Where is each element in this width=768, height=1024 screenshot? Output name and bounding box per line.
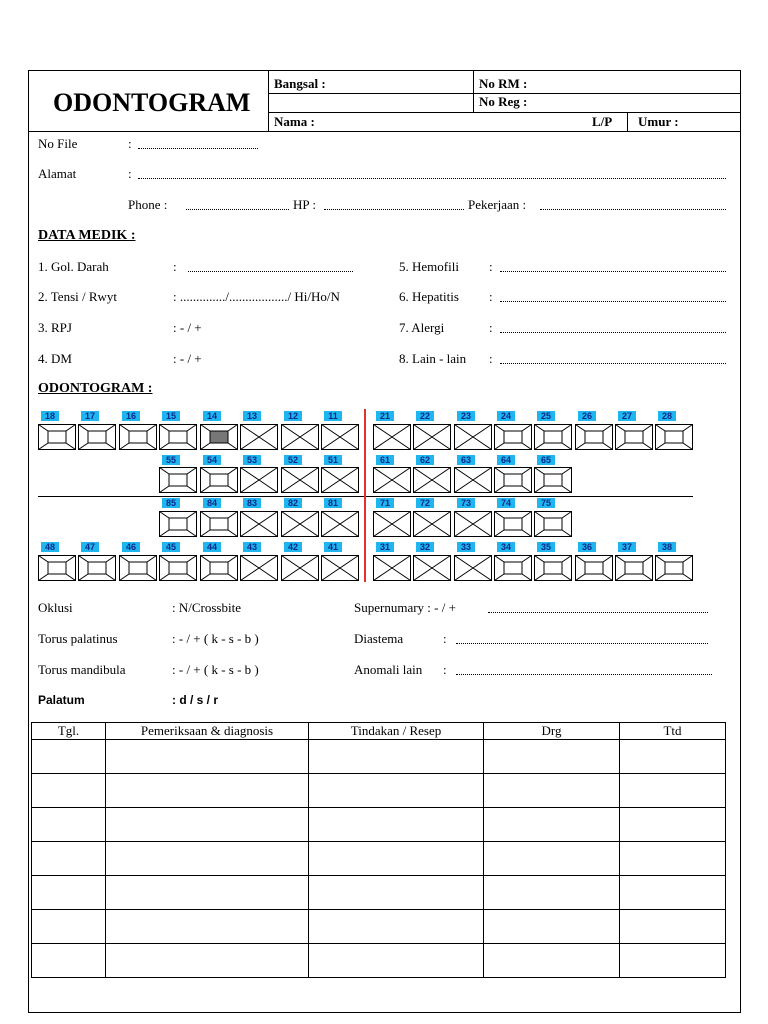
no-rm-label: No RM : [479,76,528,91]
tooth-62[interactable] [413,467,451,493]
odontogram-heading: ODONTOGRAM : [38,381,153,396]
tooth-number-35: 35 [537,542,555,552]
table-cell[interactable] [620,910,726,944]
table-cell[interactable] [106,910,309,944]
tooth-55[interactable] [159,467,197,493]
tooth-32[interactable] [413,555,451,581]
col-drg: Drg [484,723,620,740]
tooth-number-18: 18 [41,411,59,421]
tooth-number-33: 33 [457,542,475,552]
tooth-34[interactable] [494,555,532,581]
table-cell[interactable] [106,876,309,910]
table-cell[interactable] [32,944,106,978]
table-cell[interactable] [620,944,726,978]
table-cell[interactable] [484,876,620,910]
tooth-43[interactable] [240,555,278,581]
tooth-number-31: 31 [376,542,394,552]
tooth-42[interactable] [281,555,319,581]
torus-palatinus-label: Torus palatinus [38,631,118,646]
dm-label: 4. DM [38,351,72,366]
table-row [32,808,726,842]
gol-darah-label: 1. Gol. Darah [38,259,109,274]
tooth-14[interactable] [200,424,238,450]
tooth-63[interactable] [454,467,492,493]
tooth-48[interactable] [38,555,76,581]
no-reg-label: No Reg : [479,94,528,109]
hepatitis-label: 6. Hepatitis [399,289,459,304]
alamat-field[interactable] [138,170,726,179]
tooth-number-27: 27 [618,411,636,421]
table-cell[interactable] [106,740,309,774]
tooth-number-54: 54 [203,455,221,465]
table-cell[interactable] [106,774,309,808]
col-pemeriksaan: Pemeriksaan & diagnosis [106,723,309,740]
tooth-26[interactable] [575,424,613,450]
data-medik-heading: DATA MEDIK : [38,228,136,243]
alamat-colon: : [128,166,132,181]
table-row [32,774,726,808]
tooth-44[interactable] [200,555,238,581]
hp-field[interactable] [324,201,464,210]
col-ttd: Ttd [620,723,726,740]
phone-field[interactable] [186,201,289,210]
tooth-81[interactable] [321,511,359,537]
tensi-value[interactable]: : ............../................../ Hi/Ho/N [173,289,340,304]
tooth-85[interactable] [159,511,197,537]
tooth-number-53: 53 [243,455,261,465]
tooth-47[interactable] [78,555,116,581]
diastema-label: Diastema [354,631,404,646]
tooth-number-34: 34 [497,542,515,552]
tooth-number-26: 26 [578,411,596,421]
table-cell[interactable] [32,910,106,944]
tooth-13[interactable] [240,424,278,450]
tooth-35[interactable] [534,555,572,581]
table-cell[interactable] [106,944,309,978]
tooth-number-48: 48 [41,542,59,552]
tooth-74[interactable] [494,511,532,537]
anomali-label: Anomali lain [354,662,423,677]
header-divider-3 [627,112,628,131]
table-cell[interactable] [106,842,309,876]
tooth-37[interactable] [615,555,653,581]
tooth-38[interactable] [655,555,693,581]
table-cell[interactable] [309,774,484,808]
tooth-number-74: 74 [497,498,515,508]
diastema-field[interactable] [456,635,708,644]
tooth-number-24: 24 [497,411,515,421]
lain-colon: : [489,351,493,366]
torus-palatinus-value[interactable]: : - / + ( k - s - b ) [172,631,259,646]
tooth-73[interactable] [454,511,492,537]
form-title: ODONTOGRAM [53,88,251,117]
supernumary-field[interactable] [488,604,708,613]
tooth-22[interactable] [413,424,451,450]
table-row [32,740,726,774]
table-row [32,910,726,944]
tooth-number-12: 12 [284,411,302,421]
hemofili-label: 5. Hemofili [399,259,459,274]
table-cell[interactable] [484,944,620,978]
hemofili-colon: : [489,259,493,274]
hepatitis-colon: : [489,289,493,304]
tooth-number-25: 25 [537,411,555,421]
table-cell[interactable] [620,842,726,876]
tooth-number-36: 36 [578,542,596,552]
pekerjaan-field[interactable] [540,201,726,210]
tooth-25[interactable] [534,424,572,450]
tooth-number-72: 72 [416,498,434,508]
tooth-number-43: 43 [243,542,261,552]
tooth-number-75: 75 [537,498,555,508]
tooth-21[interactable] [373,424,411,450]
tooth-number-84: 84 [203,498,221,508]
table-row [32,944,726,978]
tooth-24[interactable] [494,424,532,450]
table-row [32,842,726,876]
tooth-number-52: 52 [284,455,302,465]
nama-label: Nama : [274,114,315,129]
tooth-31[interactable] [373,555,411,581]
tooth-82[interactable] [281,511,319,537]
tooth-45[interactable] [159,555,197,581]
tooth-41[interactable] [321,555,359,581]
alergi-field[interactable] [500,324,726,333]
lain-field[interactable] [500,355,726,364]
tooth-64[interactable] [494,467,532,493]
no-file-label: No File [38,136,78,151]
tooth-51[interactable] [321,467,359,493]
umur-label: Umur : [638,114,679,129]
lain-label: 8. Lain - lain [399,351,467,366]
tooth-number-45: 45 [162,542,180,552]
no-file-field[interactable] [138,140,258,149]
tooth-number-16: 16 [122,411,140,421]
tooth-23[interactable] [454,424,492,450]
table-cell[interactable] [32,774,106,808]
palatum-label: Palatum [38,693,85,707]
tooth-number-73: 73 [457,498,475,508]
tooth-number-14: 14 [203,411,221,421]
tooth-71[interactable] [373,511,411,537]
table-cell[interactable] [620,740,726,774]
tooth-number-11: 11 [324,411,342,421]
treatment-table [31,722,726,978]
hemofili-field[interactable] [500,263,726,272]
tooth-75[interactable] [534,511,572,537]
tooth-33[interactable] [454,555,492,581]
table-cell[interactable] [106,808,309,842]
tooth-18[interactable] [38,424,76,450]
table-cell[interactable] [484,774,620,808]
tooth-53[interactable] [240,467,278,493]
tooth-84[interactable] [200,511,238,537]
hepatitis-field[interactable] [500,293,726,302]
tooth-28[interactable] [655,424,693,450]
tooth-number-32: 32 [416,542,434,552]
tooth-16[interactable] [119,424,157,450]
table-cell[interactable] [309,910,484,944]
oklusi-label: Oklusi [38,600,73,615]
tooth-54[interactable] [200,467,238,493]
table-cell[interactable] [32,740,106,774]
dm-value[interactable]: : - / + [173,351,202,366]
tooth-52[interactable] [281,467,319,493]
tooth-number-63: 63 [457,455,475,465]
tooth-number-47: 47 [81,542,99,552]
tooth-number-17: 17 [81,411,99,421]
tooth-number-21: 21 [376,411,394,421]
table-cell[interactable] [32,876,106,910]
torus-mandibula-value[interactable]: : - / + ( k - s - b ) [172,662,259,677]
tensi-label: 2. Tensi / Rwyt [38,289,118,304]
header-divider-1 [268,70,269,131]
table-cell[interactable] [620,774,726,808]
table-cell[interactable] [309,944,484,978]
tooth-36[interactable] [575,555,613,581]
tooth-11[interactable] [321,424,359,450]
tooth-number-37: 37 [618,542,636,552]
tooth-61[interactable] [373,467,411,493]
gol-darah-field[interactable] [188,263,353,272]
tooth-17[interactable] [78,424,116,450]
rpj-value[interactable]: : - / + [173,320,202,335]
table-cell[interactable] [484,808,620,842]
supernumary-label: Supernumary : - / + [354,600,456,615]
tooth-number-61: 61 [376,455,394,465]
torus-mandibula-label: Torus mandibula [38,662,126,677]
table-cell[interactable] [32,808,106,842]
hp-label: HP : [293,197,316,212]
tooth-number-22: 22 [416,411,434,421]
table-cell[interactable] [309,842,484,876]
tooth-number-41: 41 [324,542,342,552]
tooth-15[interactable] [159,424,197,450]
pekerjaan-label: Pekerjaan : [468,197,527,212]
header-line-nama [268,112,741,113]
anomali-field[interactable] [456,666,712,675]
tooth-46[interactable] [119,555,157,581]
table-cell[interactable] [309,876,484,910]
header-divider-2 [473,70,474,112]
tooth-number-71: 71 [376,498,394,508]
tooth-number-23: 23 [457,411,475,421]
table-row [32,876,726,910]
bangsal-label: Bangsal : [274,76,326,91]
tooth-number-38: 38 [658,542,676,552]
tooth-number-28: 28 [658,411,676,421]
tooth-number-64: 64 [497,455,515,465]
tooth-number-55: 55 [162,455,180,465]
table-cell[interactable] [484,842,620,876]
header-line-bangsal [268,93,473,94]
table-cell[interactable] [32,842,106,876]
alergi-colon: : [489,320,493,335]
tooth-number-15: 15 [162,411,180,421]
tooth-number-85: 85 [162,498,180,508]
header-bottom-line [28,131,741,132]
tooth-number-51: 51 [324,455,342,465]
tooth-number-42: 42 [284,542,302,552]
col-tgl: Tgl. [32,723,106,740]
alergi-label: 7. Alergi [399,320,445,335]
tooth-12[interactable] [281,424,319,450]
tooth-27[interactable] [615,424,653,450]
table-cell[interactable] [484,910,620,944]
alamat-label: Alamat [38,166,77,181]
tooth-number-82: 82 [284,498,302,508]
table-header-row [32,723,726,740]
tooth-72[interactable] [413,511,451,537]
table-cell[interactable] [484,740,620,774]
gol-darah-colon: : [173,259,177,274]
table-cell[interactable] [620,876,726,910]
oklusi-value[interactable]: : N/Crossbite [172,600,241,615]
tooth-number-81: 81 [324,498,342,508]
tooth-number-65: 65 [537,455,555,465]
no-file-colon: : [128,136,132,151]
tooth-number-44: 44 [203,542,221,552]
table-cell[interactable] [620,808,726,842]
diastema-colon: : [443,631,447,646]
tooth-number-62: 62 [416,455,434,465]
palatum-value[interactable]: : d / s / r [172,693,219,707]
rpj-label: 3. RPJ [38,320,72,335]
midline [364,409,366,582]
tooth-number-13: 13 [243,411,261,421]
tooth-number-46: 46 [122,542,140,552]
phone-label: Phone : [128,197,168,212]
tooth-65[interactable] [534,467,572,493]
tooth-number-83: 83 [243,498,261,508]
anomali-colon: : [443,662,447,677]
table-cell[interactable] [309,808,484,842]
col-tindakan: Tindakan / Resep [309,723,484,740]
tooth-83[interactable] [240,511,278,537]
lp-label: L/P [592,114,613,129]
table-cell[interactable] [309,740,484,774]
